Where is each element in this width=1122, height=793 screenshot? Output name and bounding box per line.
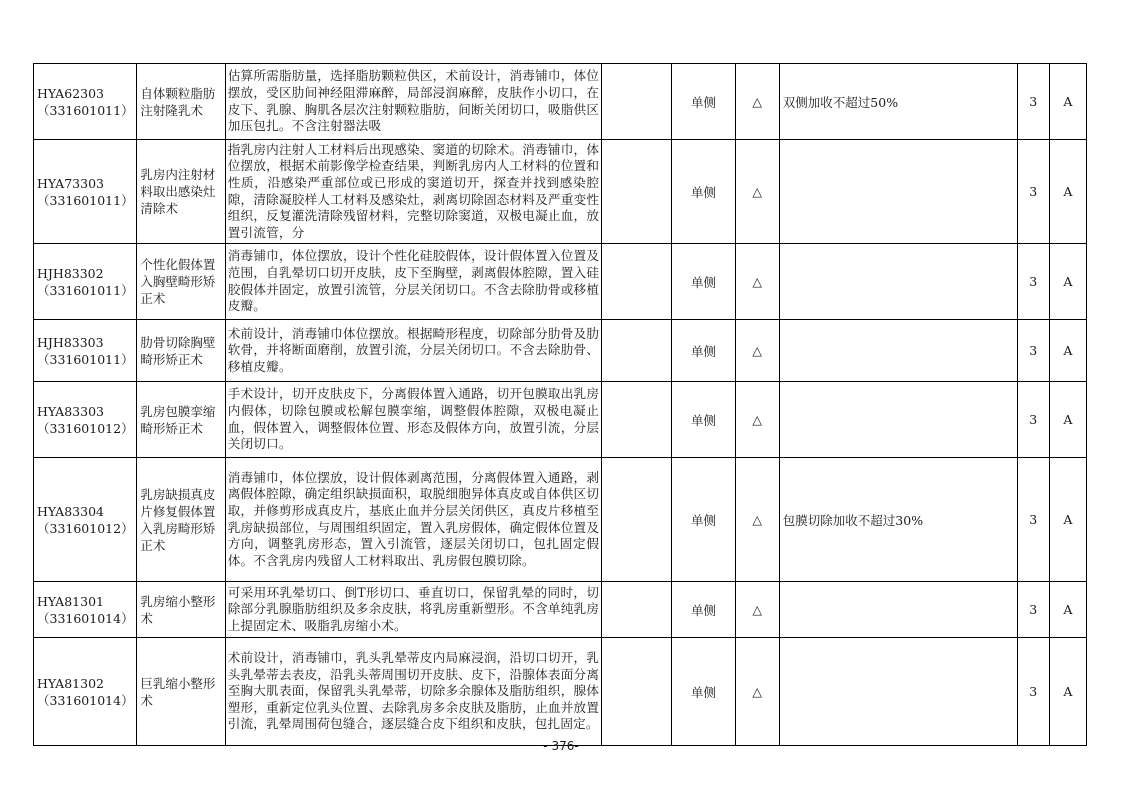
mark-text: △ — [752, 684, 763, 699]
ratio-text: 3 — [1029, 343, 1038, 358]
content-cell — [225, 638, 601, 746]
ratio-cell — [1017, 382, 1049, 458]
class-cell — [1049, 140, 1086, 244]
item-reference-code: （331601012） — [37, 520, 134, 536]
mark-cell — [735, 382, 779, 458]
unit-cell — [672, 582, 735, 638]
name-text: 乳房内注射材料取出感染灶清除术 — [140, 167, 216, 216]
content-cell — [225, 382, 601, 458]
excluded-cell — [602, 582, 672, 638]
ratio-text: 3 — [1029, 184, 1038, 199]
note-text: 双侧加收不超过50% — [782, 94, 899, 110]
class-text: A — [1063, 274, 1073, 289]
name-cell — [137, 140, 225, 244]
content-text: 可采用环乳晕切口、倒T形切口、垂直切口，保留乳晕的同时，切除部分乳腺脂肪组织及多余皮肤，将乳房重新塑形。不含单纯乳房上提固定术、吸脂乳房缩小术。 — [227, 584, 600, 633]
table-row — [34, 64, 1087, 140]
content-text: 指乳房内注射人工材料后出现感染、窦道的切除术。消毒铺巾，体位摆放，根据术前影像学检查结果，判断乳房内人工材料的位置和性质，沿感染严重部位或已形成的窦道切开，探查并找到感染腔隙，清除凝胶样人工材料及感染灶，剥离切除固态材料及严重变性组织，反复灌洗清除残留材料，完整切除窦道，双极电凝止血，放置引流管，分 — [227, 141, 600, 240]
unit-text: 单侧 — [691, 184, 717, 200]
unit-cell — [672, 320, 735, 382]
content-cell — [225, 582, 601, 638]
class-cell — [1049, 582, 1086, 638]
content-cell — [225, 458, 601, 582]
ratio-cell — [1017, 638, 1049, 746]
content-text: 术前设计，消毒铺巾，乳头乳晕蒂皮内局麻浸润，沿切口切开，乳头乳晕蒂去表皮，沿乳头蒂周围切开皮肤、皮下，沿腺体表面分离至胸大肌表面，保留乳头乳晕蒂，切除多余腺体及脂肪组织，腺体塑形，重新定位乳头位置、去除乳房多余皮肤及脂肪，止血并放置引流，乳晕周围荷包缝合，逐层缝合皮下组织和皮肤，包扎固定。 — [227, 650, 600, 732]
excluded-cell — [602, 638, 672, 746]
item-code: HYA83303 — [37, 403, 104, 419]
mark-text: △ — [752, 343, 763, 358]
unit-cell — [672, 382, 735, 458]
content-cell — [225, 244, 601, 320]
note-cell — [779, 382, 1017, 458]
mark-cell — [735, 64, 779, 140]
ratio-text: 3 — [1029, 684, 1038, 699]
table-row — [34, 320, 1087, 382]
note-cell — [779, 320, 1017, 382]
item-reference-code: （331601014） — [37, 610, 134, 626]
name-text: 乳房缺损真皮片修复假体置入乳房畸形矫正术 — [140, 486, 216, 553]
item-reference-code: （331601014） — [37, 692, 134, 708]
item-code: HYA73303 — [37, 175, 104, 191]
mark-cell — [735, 140, 779, 244]
ratio-cell — [1017, 320, 1049, 382]
ratio-text: 3 — [1029, 512, 1038, 527]
note-cell — [779, 244, 1017, 320]
unit-text: 单侧 — [691, 274, 717, 290]
mark-cell — [735, 458, 779, 582]
code-cell — [34, 638, 137, 746]
unit-cell — [672, 244, 735, 320]
name-cell — [137, 382, 225, 458]
item-reference-code: （331601011） — [37, 192, 134, 208]
mark-text: △ — [752, 94, 763, 109]
mark-cell — [735, 244, 779, 320]
content-cell — [225, 320, 601, 382]
item-reference-code: （331601011） — [37, 351, 134, 367]
code-cell — [34, 320, 137, 382]
mark-text: △ — [752, 412, 763, 427]
ratio-text: 3 — [1029, 602, 1038, 617]
excluded-cell — [602, 140, 672, 244]
unit-text: 单侧 — [691, 94, 717, 110]
mark-cell — [735, 320, 779, 382]
code-cell — [34, 140, 137, 244]
name-cell — [137, 458, 225, 582]
class-text: A — [1063, 412, 1073, 427]
code-cell — [34, 244, 137, 320]
note-cell — [779, 140, 1017, 244]
name-text: 乳房缩小整形术 — [140, 593, 216, 626]
note-cell — [779, 638, 1017, 746]
class-text: A — [1063, 602, 1073, 617]
content-text: 估算所需脂肪量，选择脂肪颗粒供区，术前设计，消毒铺巾，体位摆放，受区肋间神经阻滞麻醉，局部浸润麻醉，皮肤作小切口，在皮下、乳腺、胸肌各层次注射颗粒脂肪，间断关闭切口，吸脂供区加压包扎。不含注射器法吸 — [227, 68, 600, 134]
content-text: 手术设计，切开皮肤皮下，分离假体置入通路，切开包膜取出乳房内假体，切除包膜或松解包膜挛缩，调整假体腔隙，双极电凝止血，假体置入，调整假体位置、形态及假体方向，放置引流，分层关闭切口。 — [227, 386, 600, 452]
unit-text: 单侧 — [691, 684, 717, 700]
unit-text: 单侧 — [691, 412, 717, 428]
class-cell — [1049, 638, 1086, 746]
unit-cell — [672, 64, 735, 140]
name-text: 自体颗粒脂肪注射隆乳术 — [140, 85, 216, 118]
ratio-cell — [1017, 244, 1049, 320]
unit-cell — [672, 140, 735, 244]
unit-text: 单侧 — [691, 512, 717, 528]
class-cell — [1049, 244, 1086, 320]
page-number: - 376- — [543, 739, 579, 753]
name-cell — [137, 320, 225, 382]
item-reference-code: （331601011） — [37, 102, 134, 118]
class-text: A — [1063, 184, 1073, 199]
excluded-cell — [602, 382, 672, 458]
name-text: 肋骨切除胸壁畸形矫正术 — [140, 334, 216, 367]
excluded-cell — [602, 320, 672, 382]
item-reference-code: （331601011） — [37, 282, 134, 298]
ratio-text: 3 — [1029, 412, 1038, 427]
table-row — [34, 140, 1087, 244]
ratio-text: 3 — [1029, 94, 1038, 109]
class-text: A — [1063, 512, 1073, 527]
name-cell — [137, 244, 225, 320]
item-code: HYA62303 — [37, 85, 104, 101]
mark-cell — [735, 638, 779, 746]
note-cell — [779, 458, 1017, 582]
unit-cell — [672, 638, 735, 746]
content-cell — [225, 64, 601, 140]
item-code: HYA81302 — [37, 675, 104, 691]
class-cell — [1049, 458, 1086, 582]
fee-schedule-table — [33, 63, 1087, 746]
name-text: 乳房包膜挛缩畸形矫正术 — [140, 403, 216, 436]
note-cell — [779, 582, 1017, 638]
item-code: HYA81301 — [37, 593, 104, 609]
class-text: A — [1063, 94, 1073, 109]
code-cell — [34, 582, 137, 638]
name-text: 个性化假体置入胸壁畸形矫正术 — [140, 257, 216, 306]
item-reference-code: （331601012） — [37, 420, 134, 436]
item-code: HJH83303 — [37, 334, 104, 350]
ratio-cell — [1017, 140, 1049, 244]
class-text: A — [1063, 684, 1073, 699]
mark-text: △ — [752, 274, 763, 289]
class-text: A — [1063, 343, 1073, 358]
class-cell — [1049, 64, 1086, 140]
table-row — [34, 382, 1087, 458]
unit-text: 单侧 — [691, 343, 717, 359]
item-code: HYA83304 — [37, 503, 104, 519]
name-cell — [137, 64, 225, 140]
code-cell — [34, 458, 137, 582]
ratio-cell — [1017, 64, 1049, 140]
unit-text: 单侧 — [691, 602, 717, 618]
code-cell — [34, 64, 137, 140]
content-text: 消毒铺巾，体位摆放，设计假体剥离范围，分离假体置入通路，剥离假体腔隙，确定组织缺损面积，取脱细胞异体真皮或自体供区切取，并修剪形成真皮片，基底止血并分层关闭供区，真皮片移植至乳房缺损部位，与周围组织固定，置入乳房假体，确定假体位置及方向，调整乳房形态，置入引流管，逐层关闭切口，包扎固定假体。不含乳房内残留人工材料取出、乳房假包膜切除。 — [227, 469, 600, 568]
mark-text: △ — [752, 512, 763, 527]
table-row — [34, 582, 1087, 638]
code-cell — [34, 382, 137, 458]
class-cell — [1049, 382, 1086, 458]
ratio-cell — [1017, 458, 1049, 582]
mark-text: △ — [752, 602, 763, 617]
table-row — [34, 458, 1087, 582]
unit-cell — [672, 458, 735, 582]
content-text: 消毒铺巾，体位摆放，设计个性化硅胶假体，设计假体置入位置及范围，自乳晕切口切开皮肤，皮下至胸壁，剥离假体腔隙，置入硅胶假体并固定，放置引流管，分层关闭切口。不含去除肋骨或移植皮瓣。 — [227, 248, 600, 314]
class-cell — [1049, 320, 1086, 382]
name-cell — [137, 638, 225, 746]
item-code: HJH83302 — [37, 265, 104, 281]
note-text: 包膜切除加收不超过30% — [782, 512, 924, 528]
name-cell — [137, 582, 225, 638]
table-row — [34, 244, 1087, 320]
content-cell — [225, 140, 601, 244]
mark-text: △ — [752, 184, 763, 199]
mark-cell — [735, 582, 779, 638]
excluded-cell — [602, 458, 672, 582]
excluded-cell — [602, 244, 672, 320]
ratio-cell — [1017, 582, 1049, 638]
content-text: 术前设计，消毒铺巾体位摆放。根据畸形程度，切除部分肋骨及肋软骨，并将断面磨削，放置引流，分层关闭切口。不含去除肋骨、移植皮瓣。 — [227, 325, 600, 374]
note-cell — [779, 64, 1017, 140]
excluded-cell — [602, 64, 672, 140]
table-row — [34, 638, 1087, 746]
name-text: 巨乳缩小整形术 — [140, 675, 216, 708]
ratio-text: 3 — [1029, 274, 1038, 289]
